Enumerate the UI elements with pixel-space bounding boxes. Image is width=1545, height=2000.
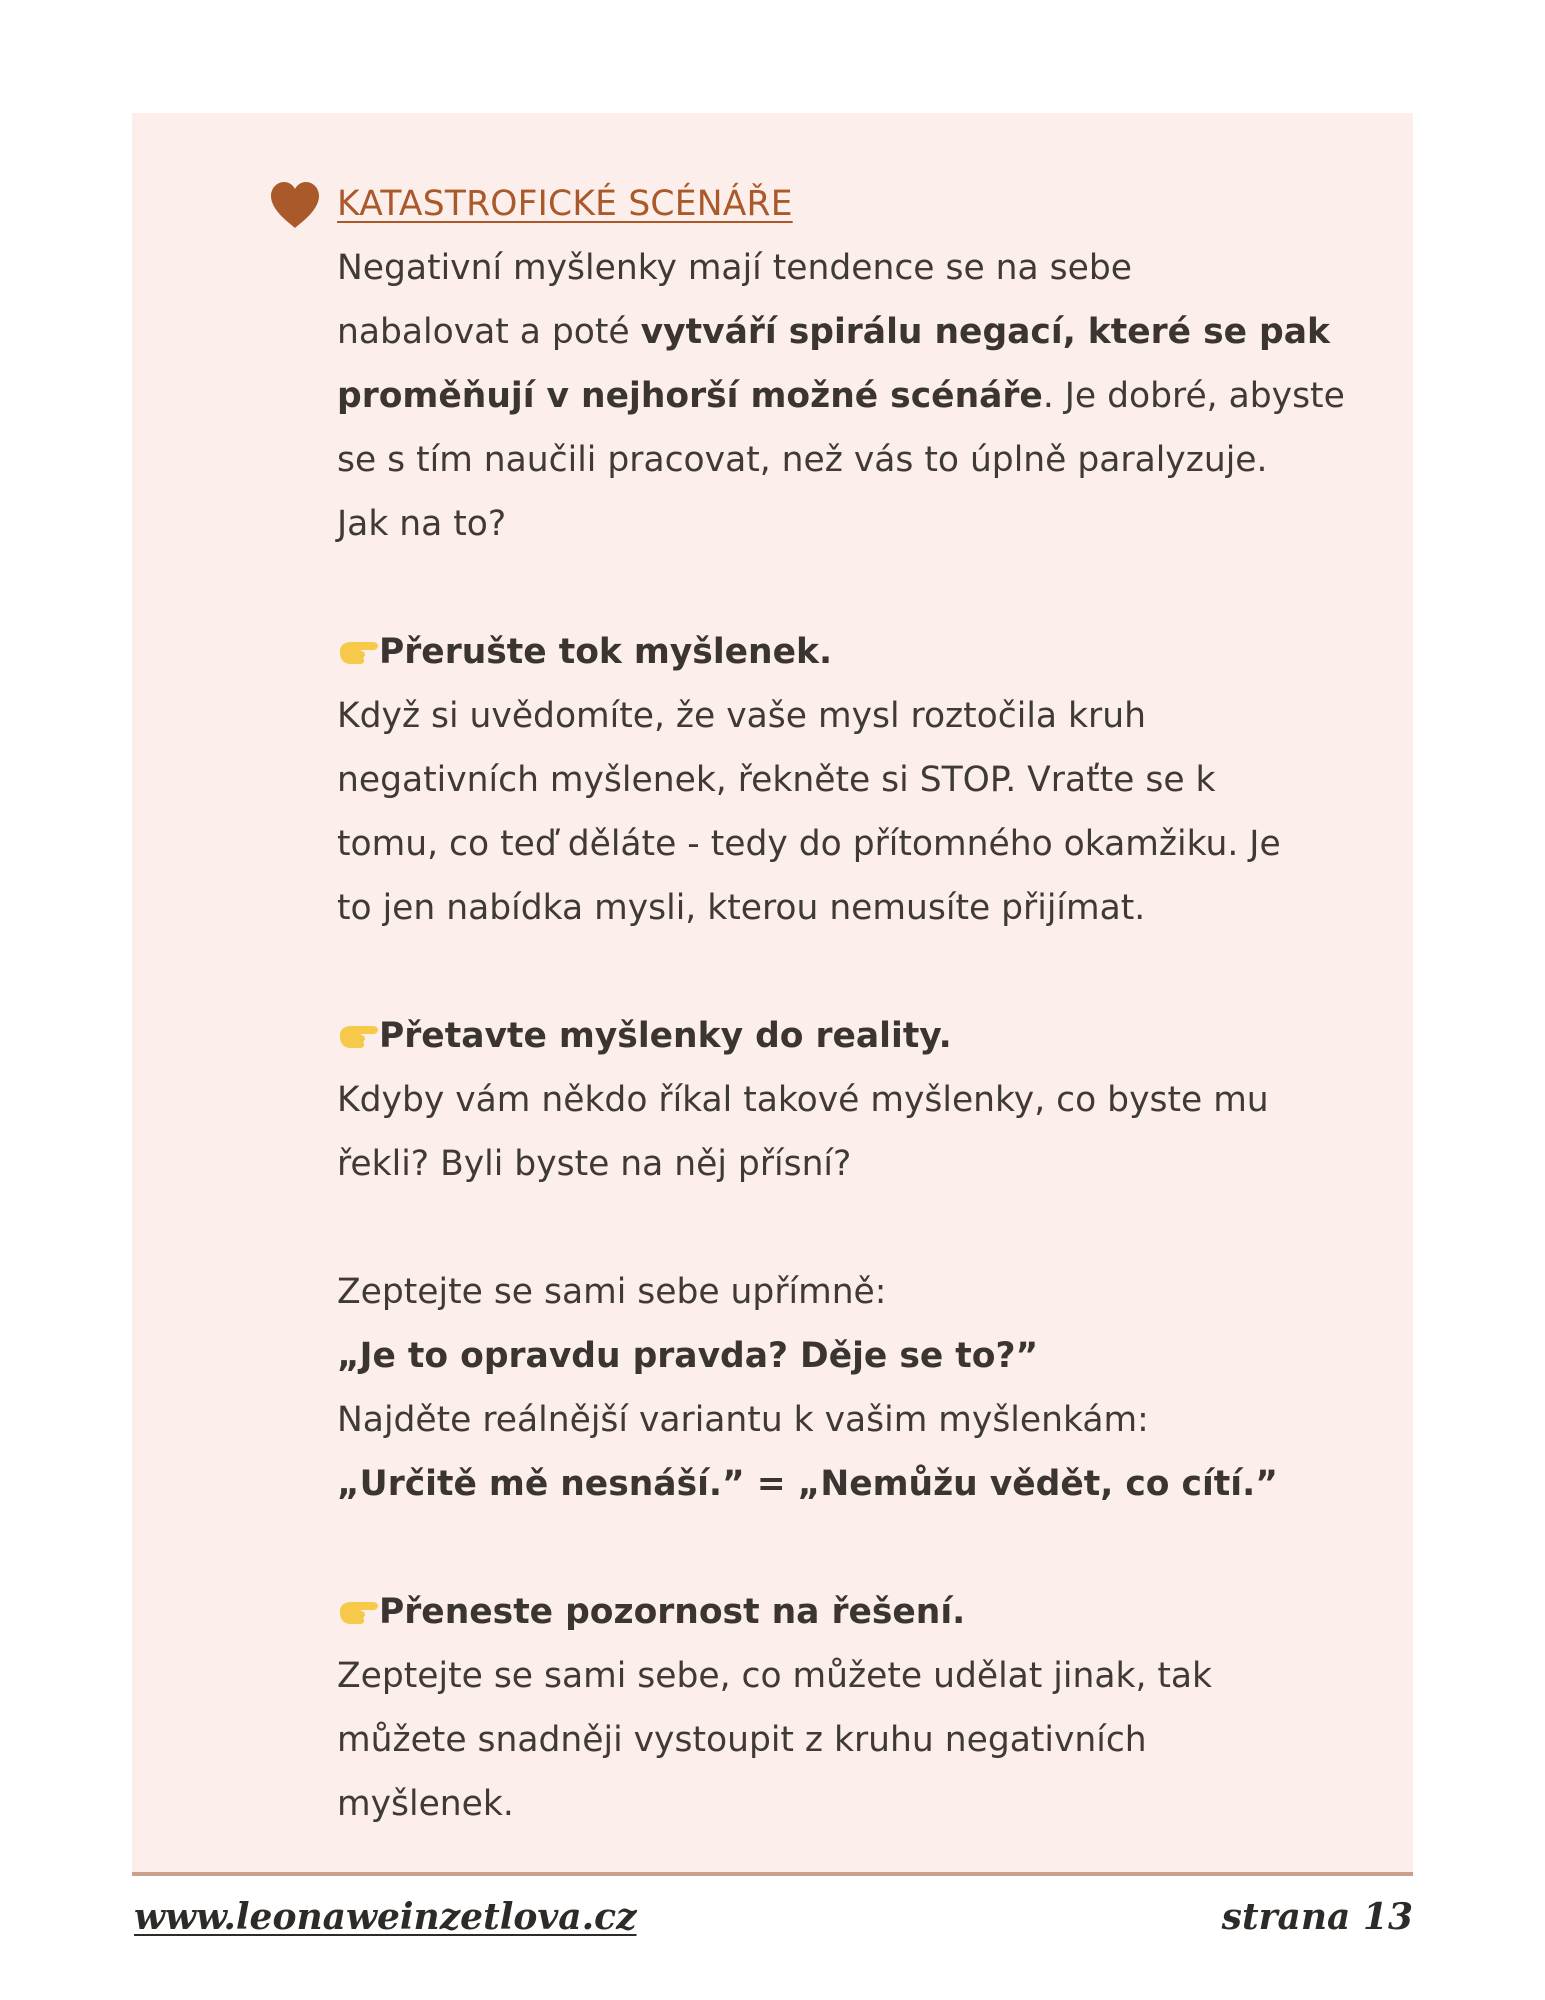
tip-line: negativních myšlenek, řekněte si STOP. Vraťte se k xyxy=(337,760,1216,800)
tip-line: Najděte reálnější variantu k vašim myšlenkám: xyxy=(337,1400,1149,1440)
tip-block xyxy=(337,1004,1347,1516)
intro-line xyxy=(337,364,1347,428)
footer-divider xyxy=(132,1872,1413,1876)
tip-line: Zeptejte se sami sebe upřímně: xyxy=(337,1272,887,1312)
tip-line: myšlenek. xyxy=(337,1784,514,1824)
tip-line: můžete snadněji vystoupit z kruhu negativních xyxy=(337,1720,1147,1760)
quote-example: „Určitě mě nesnáší.” = „Nemůžu vědět, co cítí.” xyxy=(337,1464,1278,1504)
pointing-hand-icon xyxy=(337,1597,379,1627)
tip-line: Zeptejte se sami sebe, co můžete udělat jinak, tak xyxy=(337,1656,1213,1696)
intro-line xyxy=(337,300,1347,364)
intro-paragraph xyxy=(337,236,1347,556)
intro-bold-text: vytváří spirálu negací, které se pak xyxy=(640,312,1330,352)
intro-text: nabalovat a poté xyxy=(337,312,641,352)
intro-question: Jak na to? xyxy=(337,504,507,544)
website-link[interactable]: www.leonaweinzetlova.cz xyxy=(134,1896,637,1938)
tip-title-row xyxy=(337,620,1347,684)
tip-title-row xyxy=(337,1004,1347,1068)
tip-line: Když si uvědomíte, že vaše mysl roztočila kruh xyxy=(337,696,1146,736)
tip-title: Přerušte tok myšlenek. xyxy=(379,632,833,672)
quote-question: „Je to opravdu pravda? Děje se to?” xyxy=(337,1336,1039,1376)
tip-line: Kdyby vám někdo říkal takové myšlenky, co byste mu xyxy=(337,1080,1269,1120)
tip-title-row xyxy=(337,1580,1347,1644)
intro-line: se s tím naučili pracovat, než vás to úplně paralyzuje. xyxy=(337,440,1268,480)
intro-text: . Je dobré, abyste xyxy=(1042,376,1345,416)
intro-line: Negativní myšlenky mají tendence se na sebe xyxy=(337,248,1132,288)
section-heading: KATASTROFICKÉ SCÉNÁŘE xyxy=(337,184,793,224)
page-content xyxy=(337,172,1347,1836)
intro-bold-text: proměňují v nejhorší možné scénáře xyxy=(337,376,1043,416)
page-number: strana 13 xyxy=(1221,1896,1413,1938)
tip-block xyxy=(337,1580,1347,1836)
pointing-hand-icon xyxy=(337,637,379,667)
tip-title: Přeneste pozornost na řešení. xyxy=(379,1592,966,1632)
tip-line: to jen nabídka mysli, kterou nemusíte přijímat. xyxy=(337,888,1146,928)
pointing-hand-icon xyxy=(337,1021,379,1051)
tip-title: Přetavte myšlenky do reality. xyxy=(379,1016,952,1056)
heart-icon xyxy=(269,181,321,229)
tip-block xyxy=(337,620,1347,940)
section-heading-row xyxy=(337,172,1347,236)
tip-line: řekli? Byli byste na něj přísní? xyxy=(337,1144,852,1184)
tip-line: tomu, co teď děláte - tedy do přítomného okamžiku. Je xyxy=(337,824,1281,864)
